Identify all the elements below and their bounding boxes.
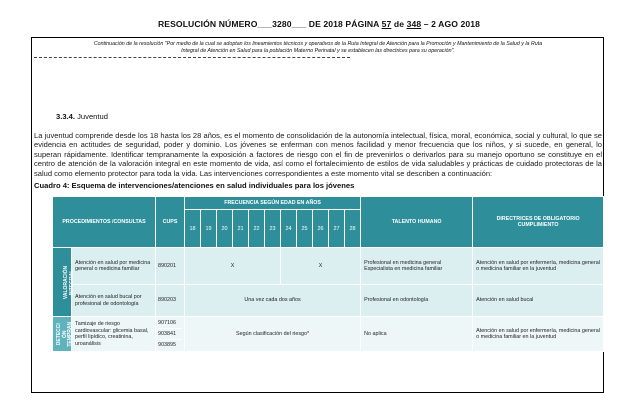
age-header: 20 [217, 210, 233, 248]
continuation-note: Continuación de la resolución "Por medio de la cual se adoptan los lineamientos técnicos y operativos de la Ruta Integral de Atención para la Promoción y Mantenimiento de la Salud y la Ruta Integral de Atención en Salud para la población Materno Perinatal y se establecen las directrices para su operación". [93, 41, 543, 55]
cups-code: 907106 [158, 318, 182, 329]
age-header: 21 [233, 210, 249, 248]
cups-cell: 890201 [156, 248, 185, 285]
interventions-table [52, 196, 604, 352]
procedure-cell: Atención en salud bucal por profesional de odontología [72, 285, 156, 317]
talent-cell: Profesional en medicina general Especialista en medicina familiar [361, 248, 473, 285]
cups-code: 903841 [158, 329, 182, 340]
group-label-valoracion: VALORACIÓN INTEGRAL [53, 248, 72, 317]
frequency-mark: X [281, 248, 361, 285]
section-title: Juventud [77, 112, 108, 121]
page-number: 57 [381, 19, 392, 29]
directive-cell: Atención en salud por enfermería, medicina general o medicina familiar en la juventud [473, 317, 604, 352]
procedure-cell: Atención en salud por medicina general o medicina familiar [72, 248, 156, 285]
directive-cell: Atención en salud por enfermería, medicina general o medicina familiar en la juventud [473, 248, 604, 285]
header-procedures: PROCEDIMIENTOS /CONSULTAS [53, 197, 156, 248]
separator-line [34, 57, 350, 58]
frequency-cell: Una vez cada dos años [185, 285, 361, 317]
table-row [53, 285, 604, 317]
talent-cell: Profesional en odontología [361, 285, 473, 317]
frequency-mark: X [185, 248, 281, 285]
age-header: 25 [297, 210, 313, 248]
table-row [53, 317, 604, 352]
header-talent: TALENTO HUMANO [361, 197, 473, 248]
group-label-deteccion: DETECCI ÓN TEMPRAN [53, 317, 72, 352]
cups-cell: 890203 [156, 285, 185, 317]
frequency-cell: Según clasificación del riesgo* [185, 317, 361, 352]
header-frequency: FRECUENCIA SEGÚN EDAD EN AÑOS [185, 197, 361, 210]
age-header: 22 [249, 210, 265, 248]
age-header: 18 [185, 210, 201, 248]
body-paragraph: La juventud comprende desde los 18 hasta los 28 años, es el momento de consolidación de la autonomía intelectual, física, moral, económica, social y cultural, lo que se evidencia en actitudes de seguridad, poder y dominio. Los jóvenes se enferman con menos facilidad y menor frecuencia que los niños, y si sucede, en general, lo superan rápidamente. Identificar tempranamente la exposición a factores de riesgo con el fin de prevenirlos o derivarlos para su manejo oportuno se constituye en el centro de atención de la valoración integral en este momento de vida, así como el fortalecimiento de estilos de vida saludables y prácticas de cuidado protectoras de la salud como elemento protector para toda la vida. Las intervenciones correspondientes a este momento vital se describen a continuación: [34, 131, 602, 178]
age-header: 23 [265, 210, 281, 248]
page-total: 348 [406, 19, 422, 29]
table-caption: Cuadro 4: Esquema de intervenciones/atenciones en salud individuales para los jóvenes [34, 181, 355, 190]
page-header: RESOLUCIÓN NÚMERO___3280___ DE 2018 PÁGINA 57 de 348 – 2 AGO 2018 [157, 19, 481, 29]
header-cups: CUPS [156, 197, 185, 248]
age-header: 19 [201, 210, 217, 248]
table-row [53, 248, 604, 285]
age-header: 24 [281, 210, 297, 248]
header-directives: DIRECTRICES DE OBLIGATORIO CUMPLIMIENTO [473, 197, 604, 248]
age-header: 27 [329, 210, 345, 248]
age-header: 28 [345, 210, 361, 248]
age-header: 26 [313, 210, 329, 248]
cups-cell [156, 317, 185, 352]
talent-cell: No aplica [361, 317, 473, 352]
procedure-cell: Tamizaje de riesgo cardiovascular: glicemia basal, perfil lipídico, creatinina, uroanálisis [72, 317, 156, 352]
cups-code: 903895 [158, 341, 177, 348]
section-number: 3.3.4. [56, 112, 75, 121]
directive-cell: Atención en salud bucal [473, 285, 604, 317]
section-heading [56, 112, 108, 121]
